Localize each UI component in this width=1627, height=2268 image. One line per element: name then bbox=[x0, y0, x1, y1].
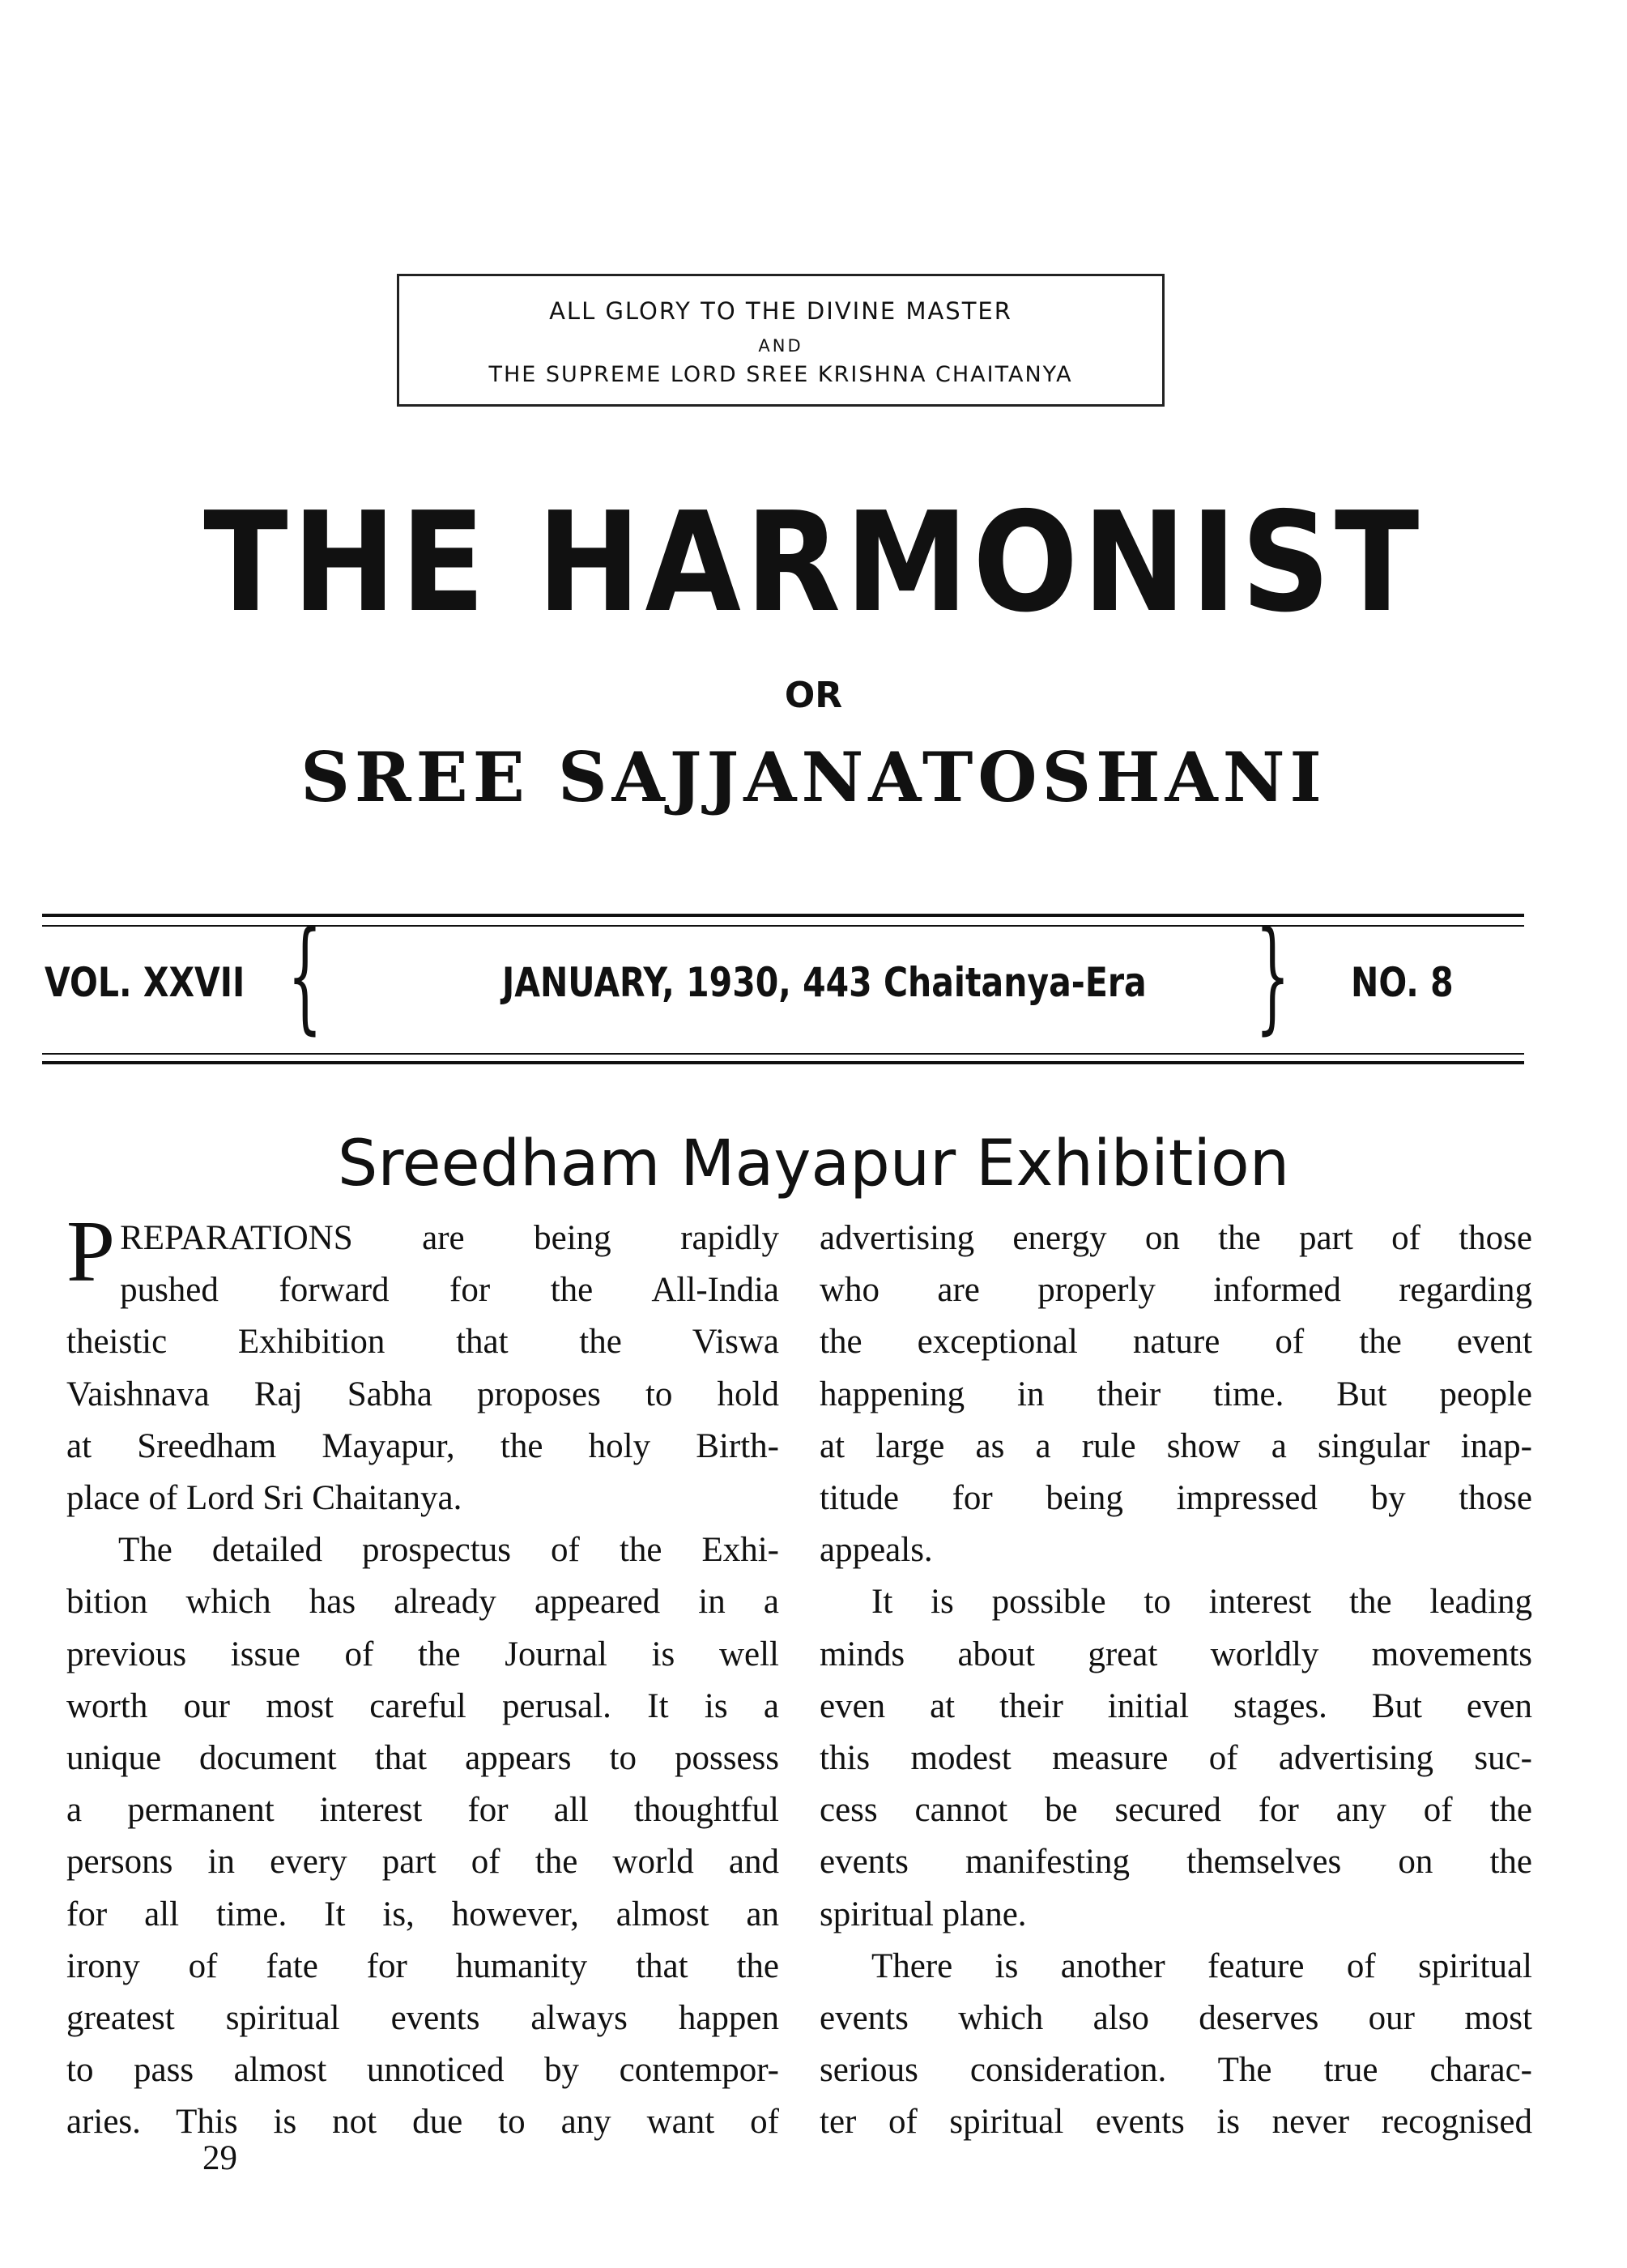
article-title: Sreedham Mayapur Exhibition bbox=[337, 1128, 1290, 1200]
text-line: events which also deserves our most bbox=[820, 1999, 1532, 2038]
journal-title-or: OR bbox=[784, 675, 843, 716]
text-line: even at their initial stages. But even bbox=[820, 1686, 1532, 1725]
text-line: appeals. bbox=[820, 1531, 933, 1570]
text-line: a permanent interest for all thoughtful bbox=[66, 1791, 779, 1830]
text-line: previous issue of the Journal is well bbox=[66, 1635, 779, 1673]
text-line: at Sreedham Mayapur, the holy Birth- bbox=[66, 1426, 779, 1465]
dedication-banner bbox=[397, 274, 1165, 407]
dedication-line-3: THE SUPREME LORD SREE KRISHNA CHAITANYA bbox=[488, 362, 1073, 387]
issue-date: JANUARY, 1930, 443 Chaitanya-Era bbox=[502, 959, 1147, 1006]
page-number: 29 bbox=[202, 2139, 237, 2177]
journal-subtitle: SREE SAJJANATOSHANI bbox=[300, 737, 1327, 817]
text-line: worth our most careful perusal. It is a bbox=[66, 1686, 779, 1725]
text-line: for all time. It is, however, almost an bbox=[66, 1895, 779, 1933]
left-brace: { bbox=[287, 906, 322, 1047]
text-line: spiritual plane. bbox=[820, 1895, 1027, 1933]
text-line: pushed forward for the All-India bbox=[120, 1271, 779, 1310]
top-rule-thin bbox=[42, 925, 1524, 927]
right-brace: } bbox=[1255, 906, 1290, 1047]
text-line: the exceptional nature of the event bbox=[820, 1323, 1532, 1362]
text-line: at large as a rule show a singular inap- bbox=[820, 1426, 1532, 1465]
bottom-rule-thin bbox=[42, 1053, 1524, 1055]
dedication-line-2: AND bbox=[758, 336, 803, 356]
top-rule-thick bbox=[42, 914, 1524, 917]
text-line: happening in their time. But people bbox=[820, 1375, 1532, 1413]
text-line: theistic Exhibition that the Viswa bbox=[66, 1323, 779, 1362]
text-line: ter of spiritual events is never recognised bbox=[820, 2103, 1532, 2142]
bottom-rule-thick bbox=[42, 1061, 1524, 1064]
issue-number: NO. 8 bbox=[1351, 959, 1454, 1006]
text-line: advertising energy on the part of those bbox=[820, 1219, 1532, 1257]
text-line: serious consideration. The true charac- bbox=[820, 2051, 1532, 2090]
text-line: unique document that appears to possess bbox=[66, 1739, 779, 1778]
text-line: bition which has already appeared in a bbox=[66, 1583, 779, 1622]
text-line: events manifesting themselves on the bbox=[820, 1843, 1532, 1882]
drop-cap: P bbox=[66, 1204, 116, 1300]
journal-title: THE HARMONIST bbox=[203, 483, 1424, 643]
text-line: It is possible to interest the leading bbox=[871, 1583, 1532, 1622]
volume-number: VOL. XXVII bbox=[45, 959, 245, 1006]
dedication-line-1: ALL GLORY TO THE DIVINE MASTER bbox=[549, 297, 1012, 325]
text-line: minds about great worldly movements bbox=[820, 1635, 1532, 1673]
text-line: this modest measure of advertising suc- bbox=[820, 1739, 1532, 1778]
text-line: aries. This is not due to any want of bbox=[66, 2103, 779, 2142]
text-line: to pass almost unnoticed by contempor- bbox=[66, 2051, 779, 2090]
text-line: place of Lord Sri Chaitanya. bbox=[66, 1479, 462, 1518]
article-right-column bbox=[820, 1213, 1532, 2149]
text-line: cess cannot be secured for any of the bbox=[820, 1791, 1532, 1830]
text-line: irony of fate for humanity that the bbox=[66, 1946, 779, 1985]
text-line: The detailed prospectus of the Exhi- bbox=[118, 1531, 779, 1570]
text-line: who are properly informed regarding bbox=[820, 1271, 1532, 1310]
article-left-column bbox=[66, 1204, 779, 2149]
text-line: persons in every part of the world and bbox=[66, 1843, 779, 1882]
text-line: REPARATIONS are being rapidly bbox=[120, 1219, 779, 1257]
text-line: Vaishnava Raj Sabha proposes to hold bbox=[66, 1375, 779, 1413]
text-line: titude for being impressed by those bbox=[820, 1479, 1532, 1518]
text-line: greatest spiritual events always happen bbox=[66, 1999, 779, 2038]
text-line: There is another feature of spiritual bbox=[871, 1946, 1532, 1985]
